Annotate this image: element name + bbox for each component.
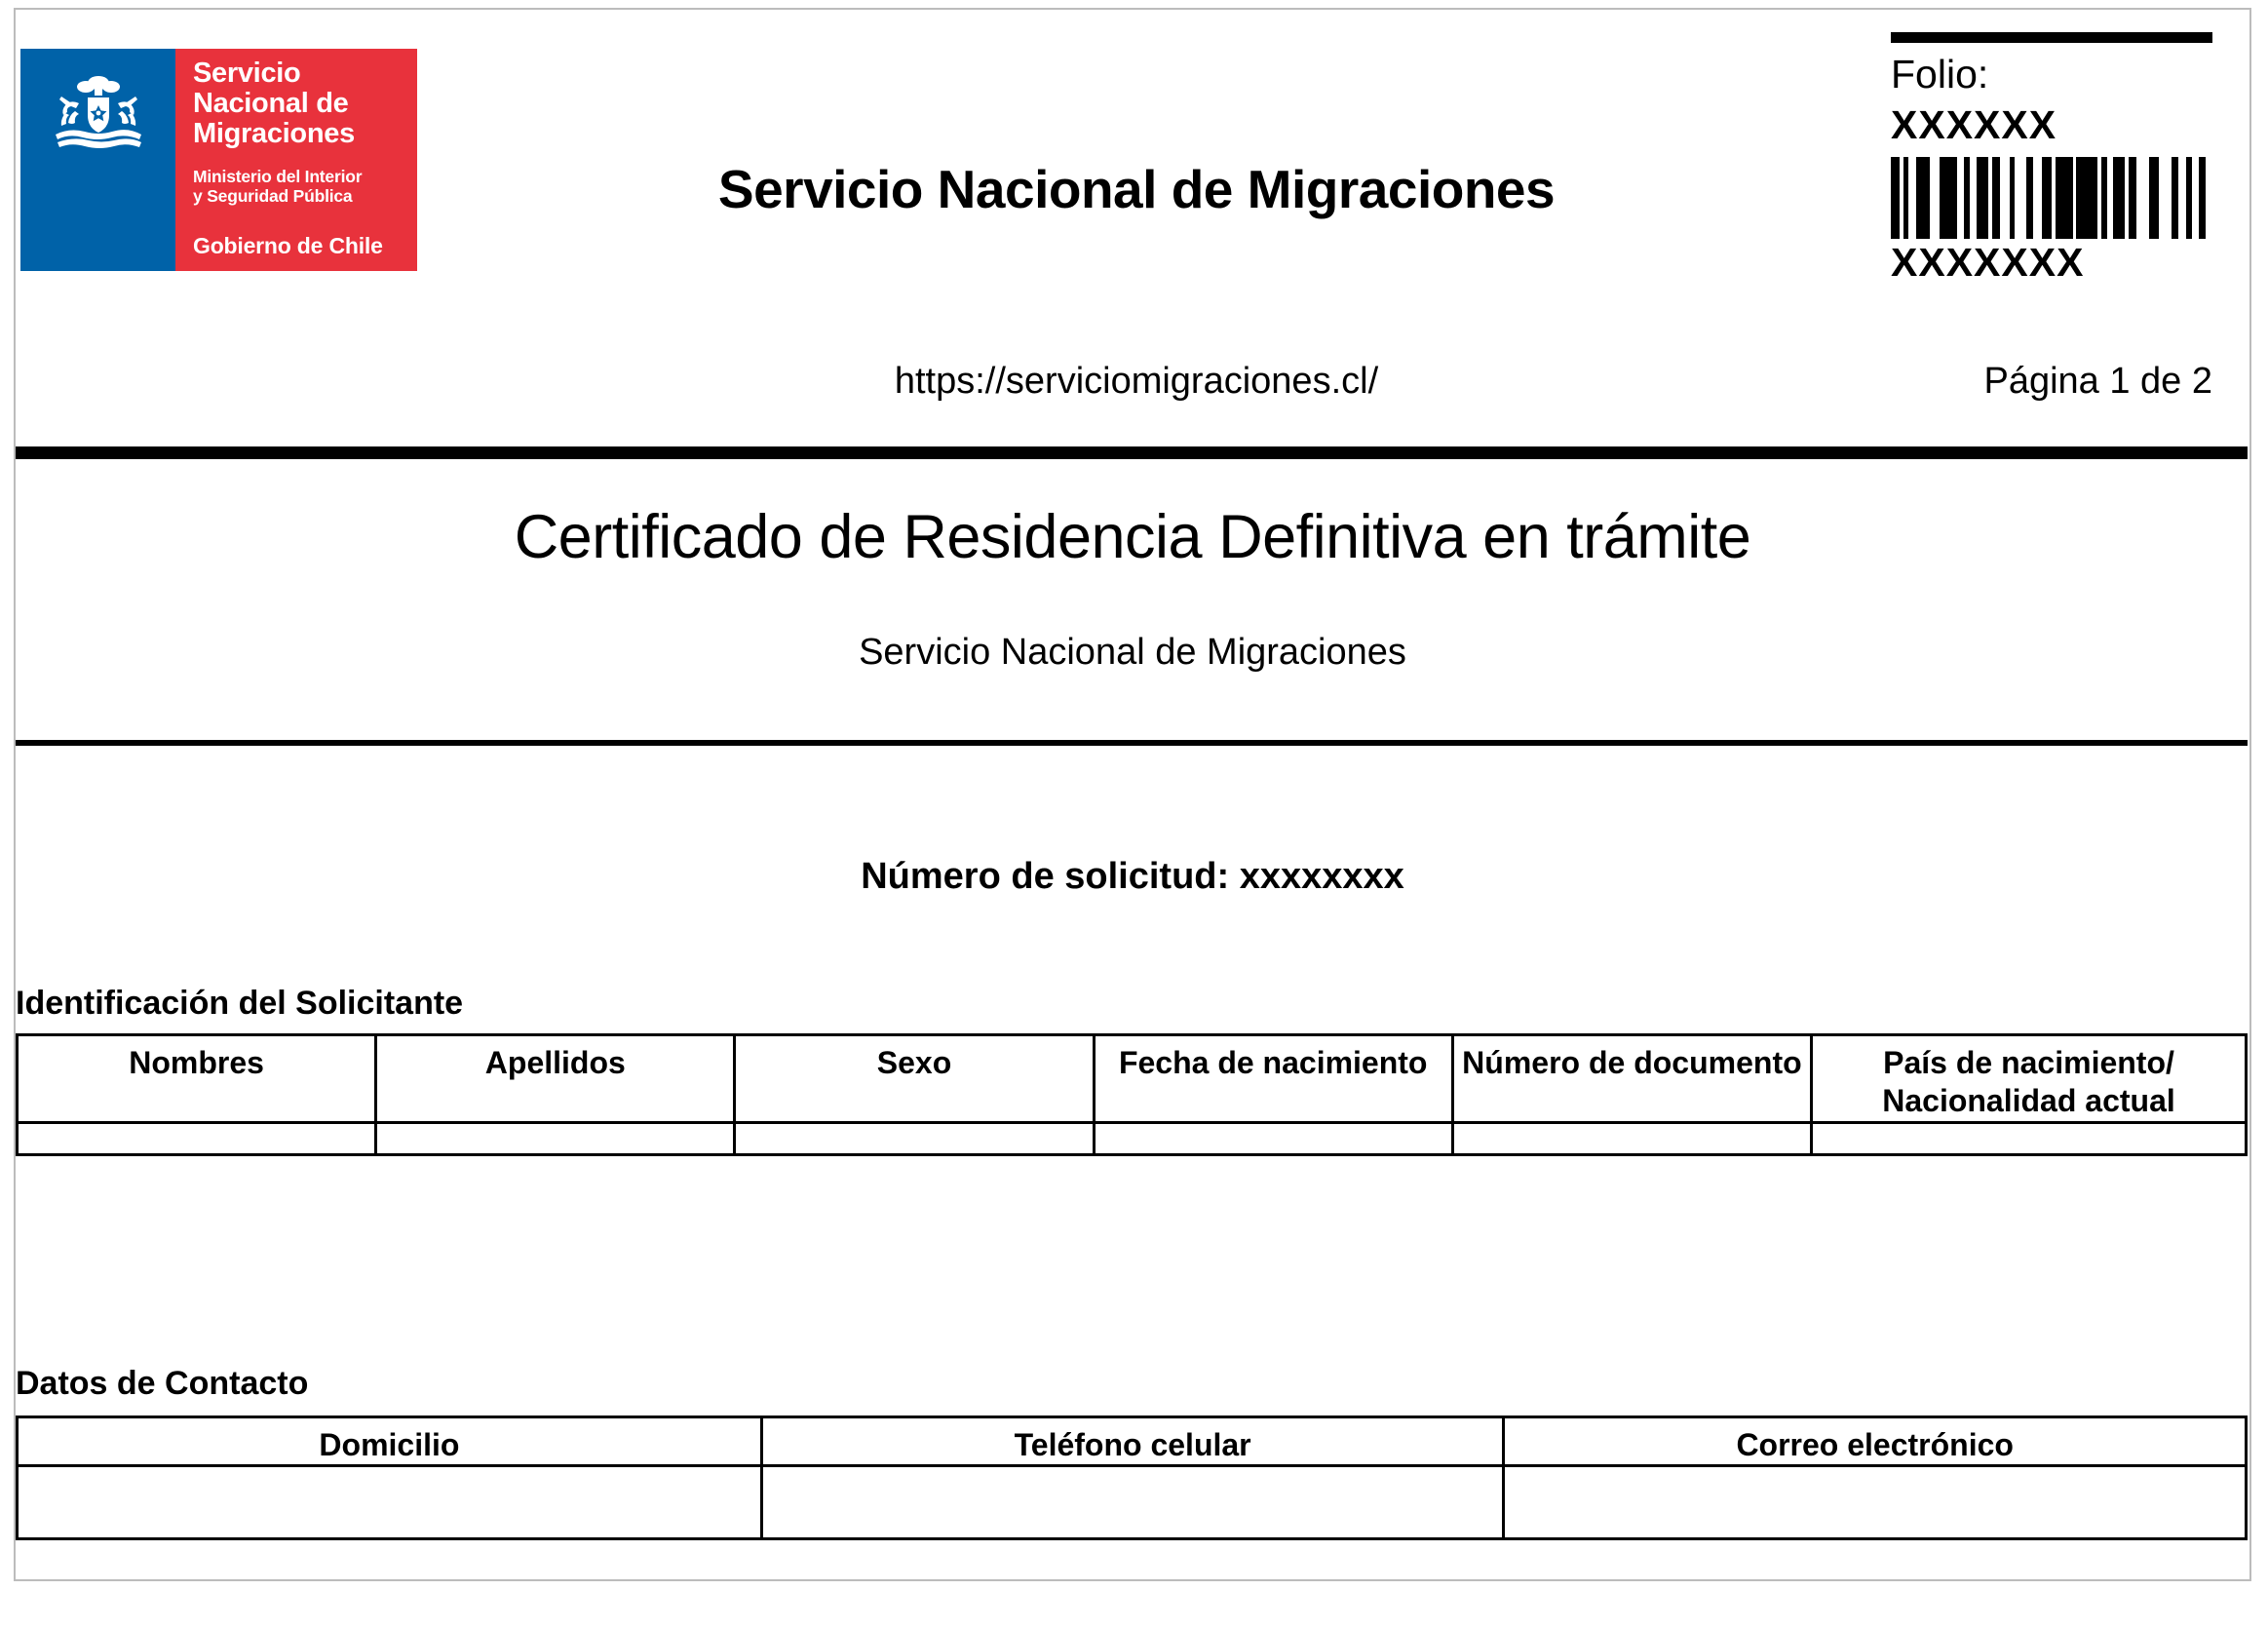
request-number-value: xxxxxxxx — [1239, 856, 1404, 897]
logo-ministry — [193, 168, 362, 207]
value-telefono-celular — [761, 1466, 1504, 1539]
request-number — [16, 856, 2249, 898]
header-divider-rule — [16, 446, 2248, 459]
value-correo-electronico — [1504, 1466, 2247, 1539]
header-institution-title: Servicio Nacional de Migraciones — [717, 159, 1556, 219]
table-header-row — [18, 1035, 2247, 1123]
folio-label: Folio: — [1891, 52, 1989, 97]
barcode-number: XXXXXXX — [1891, 240, 2085, 286]
column-header-correo-electronico: Correo electrónico — [1504, 1417, 2247, 1466]
value-pais-nacimiento — [1812, 1122, 2247, 1154]
value-sexo — [735, 1122, 1094, 1154]
contact-section-heading: Datos de Contacto — [16, 1365, 309, 1402]
column-header-apellidos: Apellidos — [376, 1035, 735, 1123]
column-header-pais-nacimiento: País de nacimiento/ Nacionalidad actual — [1812, 1035, 2247, 1123]
folio-number: XXXXXX — [1891, 102, 2057, 148]
value-domicilio — [18, 1466, 762, 1539]
value-numero-documento — [1452, 1122, 1811, 1154]
value-fecha-nacimiento — [1094, 1122, 1452, 1154]
logo-ministry-line1: Ministerio del Interior — [193, 167, 363, 186]
value-nombres — [18, 1122, 376, 1154]
logo-red-panel — [175, 49, 417, 271]
gobierno-de-chile-logo — [20, 49, 417, 271]
logo-title-line2: Nacional de — [193, 88, 349, 120]
logo-title-line3: Migraciones — [193, 118, 355, 150]
request-number-label: Número de solicitud: — [861, 856, 1230, 897]
column-header-sexo: Sexo — [735, 1035, 1094, 1123]
column-header-nombres: Nombres — [18, 1035, 376, 1123]
column-header-domicilio: Domicilio — [18, 1417, 762, 1466]
logo-ministry-line2: y Seguridad Pública — [193, 185, 353, 206]
column-header-fecha-nacimiento: Fecha de nacimiento — [1094, 1035, 1452, 1123]
folio-top-rule — [1891, 32, 2212, 43]
certificate-subtitle: Servicio Nacional de Migraciones — [859, 632, 1406, 673]
title-divider-rule — [16, 740, 2248, 746]
page-indicator: Página 1 de 2 — [1983, 361, 2212, 402]
applicant-section-heading: Identificación del Solicitante — [16, 985, 464, 1022]
table-header-row — [18, 1417, 2247, 1466]
certificate-title: Certificado de Residencia Definitiva en trámite — [514, 503, 1751, 571]
applicant-table — [16, 1033, 2248, 1156]
document-page — [14, 8, 2251, 1581]
value-apellidos — [376, 1122, 735, 1154]
contact-table — [16, 1416, 2248, 1540]
column-header-numero-documento: Número de documento — [1452, 1035, 1811, 1123]
table-row — [18, 1122, 2247, 1154]
column-header-telefono-celular: Teléfono celular — [761, 1417, 1504, 1466]
barcode-icon — [1891, 157, 2212, 239]
chile-coat-of-arms-icon — [42, 74, 155, 158]
logo-title — [193, 58, 355, 149]
logo-title-line1: Servicio — [193, 58, 301, 89]
folio-block — [1891, 32, 2212, 286]
document-header — [16, 10, 2249, 439]
table-row — [18, 1466, 2247, 1539]
header-url: https://serviciomigraciones.cl/ — [894, 361, 1379, 402]
logo-government-label: Gobierno de Chile — [193, 233, 383, 258]
logo-blue-panel — [20, 49, 175, 271]
